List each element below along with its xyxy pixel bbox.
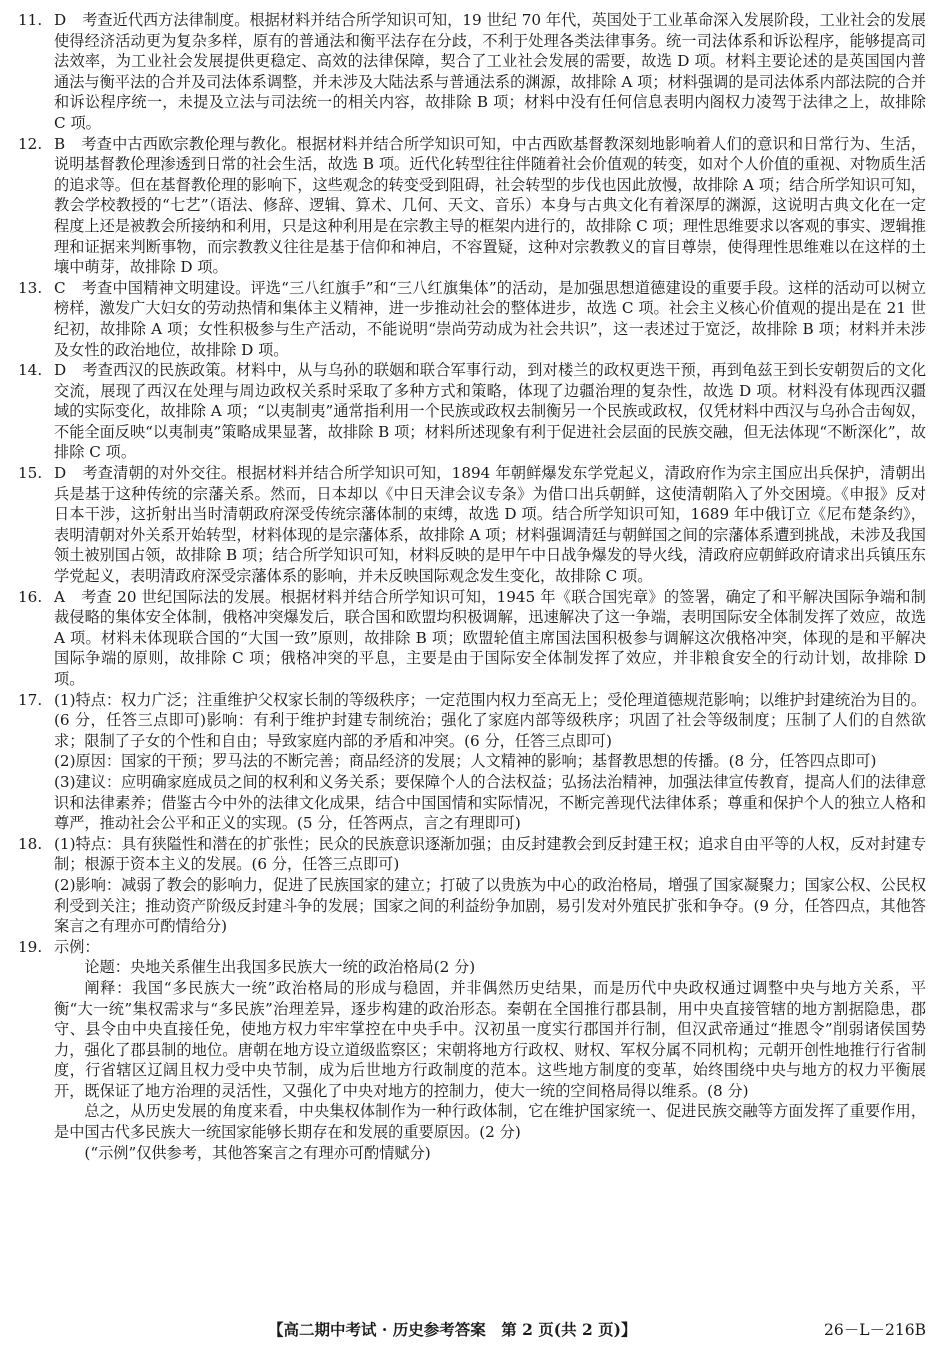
answer-page: [18, 10, 926, 1163]
page-footer: [0, 1318, 950, 1342]
question-number: 19.: [18, 937, 43, 956]
q17-part-2: (2)原因：国家的干预；罗马法的不断完善；商品经济的发展；人文精神的影响；基督教思想的传播。(8 分，任答四点即可): [54, 752, 877, 771]
question-14: [18, 360, 926, 463]
explanation-text: 考查中古西欧宗教伦理与教化。根据材料并结合所学知识可知，中古西欧基督教深刻地影响着人们的意识和日常行为、生活，说明基督教伦理渗透到日常的社会生活，故选 B 项。近代化转型往往伴随着社会价值观的转变，如对个人价值的重视、对物质生活的追求等。但在基督教伦理的影响下，这些观念的转变受到阻碍，社会转型的步伐也因此放慢，故排除 A 项；结合所学知识可知，教会学校教授的“七艺”（语法、修辞、逻辑、算术、几何、天文、音乐）本身与古典文化有着深厚的渊源，这说明古典文化在一定程度上还是被教会所接纳和利用，只是这种利用是在宗教主导的框架内进行的，故排除 C 项；理性思维要求以客观的事实、逻辑推理和证据来判断事物，而宗教教义往往是基于信仰和神启，不容置疑，这种对宗教教义的盲目尊崇，使得理性思维难以在这样的土壤中萌芽，故排除 D 项。: [54, 134, 926, 277]
answer-letter: A: [54, 587, 65, 606]
question-18: [18, 834, 926, 937]
explanation-text: 考查清朝的对外交往。根据材料并结合所学知识可知，1894 年朝鲜爆发东学党起义，清政府作为宗主国应出兵保护，清朝出兵是基于这种传统的宗藩关系。然而，日本却以《中日天津会议专条》为借口出兵朝鲜，这使清朝陷入了外交困境。《申报》反对日本干涉，这折射出当时清朝政府深受传统宗藩体制的束缚，故选 D 项。结合所学知识可知，1689 年中俄订立《尼布楚条约》，表明清朝对外关系开始转型，材料体现的是宗藩体系，故排除 A 项；材料强调清廷与朝鲜国之间的宗藩体系遭到挑战，未涉及我国领土被别国占领，故排除 B 项；结合所学知识可知，材料反映的是甲午中日战争爆发的导火线，清政府应朝鲜政府请求出兵镇压东学党起义，表明清政府深受宗藩体系的影响，并未反映国际观念发生变化，故排除 C 项。: [54, 464, 926, 586]
answer-letter: C: [54, 278, 66, 297]
q18-part-1: (1)特点：具有狭隘性和潜在的扩张性；民众的民族意识逐渐加强；由反封建教会到反封建王权；追求自由平等的人权，反对封建专制；根源于资本主义的发展。(6 分，任答三点即可): [54, 834, 927, 874]
question-number: 12.: [18, 134, 43, 153]
q17-part-3: (3)建议：应明确家庭成员之间的权利和义务关系；要保障个人的合法权益；弘扬法治精神，加强法律宣传教育，提高人们的法律意识和法律素养；借鉴古今中外的法律文化成果，结合中国国情和实际情况，不断完善现代法律体系；尊重和保护个人的独立人格和尊严，推动社会公平和正义的实现。(5 分，任答两点，言之有理即可): [54, 772, 927, 833]
footer-code: 26－L－216B: [824, 1321, 926, 1339]
question-13: [18, 278, 926, 360]
question-number: 17.: [18, 690, 43, 709]
explanation-text: 考查中国精神文明建设。评选“三八红旗手”和“三八红旗集体”的活动，是加强思想道德建设的重要手段。这样的活动可以树立榜样，激发广大妇女的劳动热情和集体主义精神，进一步推动社会的整体进步，故选 C 项。社会主义核心价值观的提出是在 21 世纪初，故排除 A 项；女性积极参与生产活动，不能说明“崇尚劳动成为社会共识”，这一表述过于宽泛，故排除 B 项；材料并未涉及女性的政治地位，故排除 D 项。: [54, 278, 926, 359]
question-15: [18, 463, 926, 587]
explanation-paragraph: 阐释：我国“多民族大一统”政治格局的形成与稳固，并非偶然历史结果，而是历代中央政权通过调整中央与地方关系，平衡“大一统”集权需求与“多民族”治理差异，逐步构建的政治形态。秦朝在全国推行郡县制，用中央直接管辖的地方割据隐患，郡守、县令由中央直接任免，使地方权力牢牢掌控在中央手中。汉初虽一度实行郡国并行制，但汉武帝通过“推恩令”削弱诸侯国势力，强化了郡县制的地位。唐朝在地方设立道级监察区；宋朝将地方行政权、财权、军权分属不同机构；元朝开创性地推行行省制度，行省辖区辽阔且权力受中央节制，成为后世地方行政制度的范本。这些地方制度的变革，始终围绕中央与地方的权力平衡展开，既保证了地方治理的灵活性，又强化了中央对地方的控制力，使大一统的空间格局得以维系。(8 分): [54, 978, 926, 1100]
answer-letter: D: [54, 361, 67, 380]
thesis-line: 论题：央地关系催生出我国多民族大一统的政治格局(2 分): [84, 958, 476, 977]
example-heading: 示例：: [54, 937, 100, 956]
question-number: 13.: [18, 278, 43, 297]
question-16: [18, 587, 926, 690]
question-number: 18.: [18, 834, 43, 853]
note-line: (“示例”仅供参考，其他答案言之有理亦可酌情赋分): [84, 1143, 431, 1162]
explanation-text: 考查西汉的民族政策。材料中，从与乌孙的联姻和联合军事行动，到对楼兰的政权更迭干预，再到龟兹王到长安朝贺后的文化交流，展现了西汉在处理与周边政权关系时采取了多种方式和策略，体现了边疆治理的复杂性，故选 D 项。材料没有体现西汉疆域的实际变化，故排除 A 项；“以夷制夷”通常指利用一个民族或政权去制衡另一个民族或政权，仅凭材料中西汉与乌孙合击匈奴，不能全面反映“以夷制夷”策略成果显著，故排除 B 项；材料所述现象有利于促进社会层面的民族交融，但无法体现“不断深化”，故排除 C 项。: [54, 361, 926, 462]
explanation-text: 考查 20 世纪国际法的发展。根据材料并结合所学知识可知，1945 年《联合国宪章》的签署，确定了和平解决国际争端和制裁侵略的集体安全体制，俄格冲突爆发后，联合国和欧盟均积极调解，迅速解决了这一争端，表明国际安全体制发挥了效应，故选 A 项。材料未体现联合国的“大国一致”原则，故排除 B 项；欧盟轮值主席国法国积极参与调解这次俄格冲突，体现的是和平解决国际争端的原则，故排除 C 项；俄格冲突的平息，主要是由于国际安全体制发挥了效应，并非粮食安全的行动计划，故排除 D 项。: [54, 587, 926, 688]
question-number: 11.: [18, 11, 43, 29]
answer-letter: B: [54, 134, 66, 153]
answer-letter: D: [54, 464, 67, 483]
explanation-text: 考查近代西方法律制度。根据材料并结合所学知识可知，19 世纪 70 年代，英国处于工业革命深入发展阶段，工业社会的发展使得经济活动更为复杂多样，原有的普通法和衡平法存在分歧，不利于处理各类法律事务。统一司法体系和诉讼程序，能够提高司法效率，为工业社会发展提供更稳定、高效的法律保障，契合了工业社会发展的需要，故选 D 项。材料主要论述的是英国国内普通法与衡平法的合并及司法体系调整，并未涉及大陆法系与普通法系的渊源，故排除 A 项；材料强调的是司法体系内部法院的合并和诉讼程序统一，未提及立法与司法统一的相关内容，故排除 B 项；材料中没有任何信息表明内阁权力凌驾于法律之上，故排除 C 项。: [54, 11, 926, 132]
q18-part-2: (2)影响：减弱了教会的影响力，促进了民族国家的建立；打破了以贵族为中心的政治格局，增强了国家凝聚力；国家公权、公民权利受到关注；推动资产阶级反封建斗争的发展；国家之间的利益纷争加剧，易引发对外殖民扩张和争夺。(9 分，任答四点，其他答案言之有理亦可酌情给分): [54, 875, 927, 936]
q17-part-1: (1)特点：权力广泛；注重维护父权家长制的等级秩序；一定范围内权力至高无上；受伦理道德规范影响；以维护封建统治为目的。(6 分，任答三点即可)影响：有利于维护封建专制统治；强化了家庭内部等级秩序；巩固了社会等级制度；压制了人们的自然欲求；限制了子女的个性和自由；导致家庭内部的矛盾和冲突。(6 分，任答三点即可): [54, 690, 927, 750]
question-11: [18, 10, 926, 134]
footer-title: 【高二期中考试 · 历史参考答案 第 2 页(共 2 页)】: [268, 1320, 637, 1339]
question-number: 14.: [18, 361, 43, 380]
answer-letter: D: [54, 11, 67, 29]
question-number: 15.: [18, 464, 43, 483]
question-19: [18, 937, 926, 1164]
question-17: [18, 690, 926, 834]
summary-paragraph: 总之，从历史发展的角度来看，中央集权体制作为一种行政体制，它在维护国家统一、促进民族交融等方面发挥了重要作用，是中国古代多民族大一统国家能够长期存在和发展的重要原因。(2 分): [54, 1102, 926, 1142]
question-number: 16.: [18, 587, 43, 606]
question-12: [18, 134, 926, 278]
